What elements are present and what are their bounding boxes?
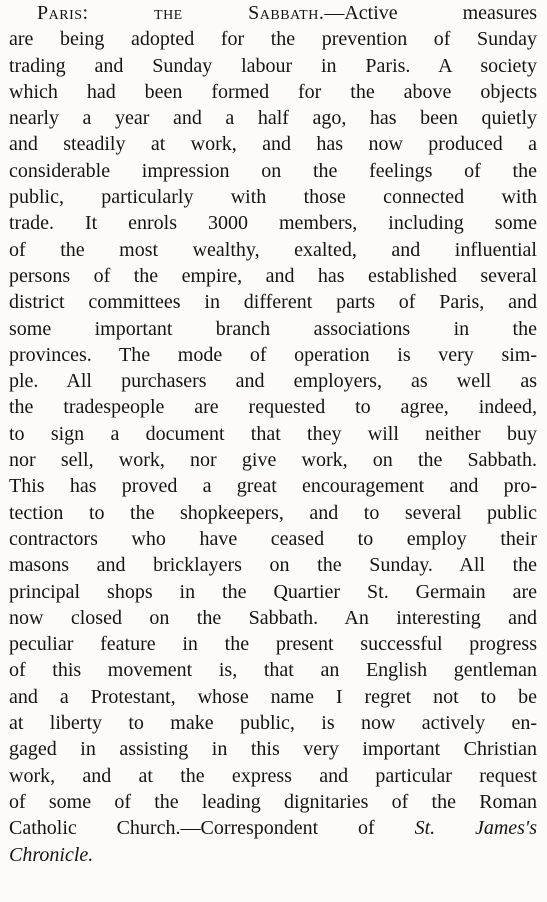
article-line-26: of this movement is, that an English gentleman <box>9 659 537 682</box>
article-line-18: nor sell, work, nor give work, on the Sabbath. <box>9 449 537 472</box>
article-line-9: trade. It enrols 3000 members, including some <box>9 212 537 235</box>
article-line-12: district committees in different parts of Paris, and <box>9 291 537 314</box>
article-heading: Paris: the Sabbath. <box>37 2 325 24</box>
article-text <box>9 0 537 868</box>
article-line-23: principal shops in the Quartier St. Germain are <box>9 580 537 603</box>
article-line-10: of the most wealthy, exalted, and influential <box>9 238 537 261</box>
article-line-28: at liberty to make public, is now actively en- <box>9 712 537 735</box>
article-line-19: This has proved a great encouragement and pro- <box>9 475 537 498</box>
article-line-27: and a Protestant, whose name I regret not to be <box>9 685 537 708</box>
article-line-5: nearly a year and a half ago, has been quietly <box>9 107 537 130</box>
article-line-15: ple. All purchasers and employers, as well as <box>9 370 537 393</box>
source-title-part2: Chronicle. <box>9 843 94 866</box>
article-line-31: of some of the leading dignitaries of the Roman <box>9 790 537 813</box>
article-line-29: gaged in assisting in this very important Christian <box>9 738 537 761</box>
article-line-11: persons of the empire, and has established several <box>9 264 537 287</box>
article-line-8: public, particularly with those connected with <box>9 186 537 209</box>
article-line-20: tection to the shopkeepers, and to several public <box>9 501 537 524</box>
article-line-7: considerable impression on the feelings of the <box>9 159 537 182</box>
article-line-32: Catholic Church.—Correspondent of St. James's <box>9 817 537 840</box>
article-line-21: contractors who have ceased to employ their <box>9 527 537 550</box>
article-line-1: Paris: the Sabbath.—Active measures <box>37 2 538 24</box>
article-line-14: provinces. The mode of operation is very sim- <box>9 343 537 366</box>
article-line-33 <box>9 842 537 868</box>
article-line-17: to sign a document that they will neither buy <box>9 422 537 445</box>
article-line-25: peculiar feature in the present successful progress <box>9 633 537 656</box>
article-line-30: work, and at the express and particular request <box>9 764 537 787</box>
article-line-24: now closed on the Sabbath. An interesting and <box>9 606 537 629</box>
article-line-16: the tradespeople are requested to agree, indeed, <box>9 396 537 419</box>
source-title-part1: St. James's <box>414 817 537 840</box>
article-line-6: and steadily at work, and has now produced a <box>9 133 537 156</box>
article-line-2: are being adopted for the prevention of Sunday <box>9 28 537 51</box>
article-line-22: masons and bricklayers on the Sunday. All the <box>9 554 537 577</box>
article-line-3: trading and Sunday labour in Paris. A society <box>9 54 537 77</box>
article-line-4: which had been formed for the above objects <box>9 80 537 103</box>
article-line-13: some important branch associations in the <box>9 317 537 340</box>
